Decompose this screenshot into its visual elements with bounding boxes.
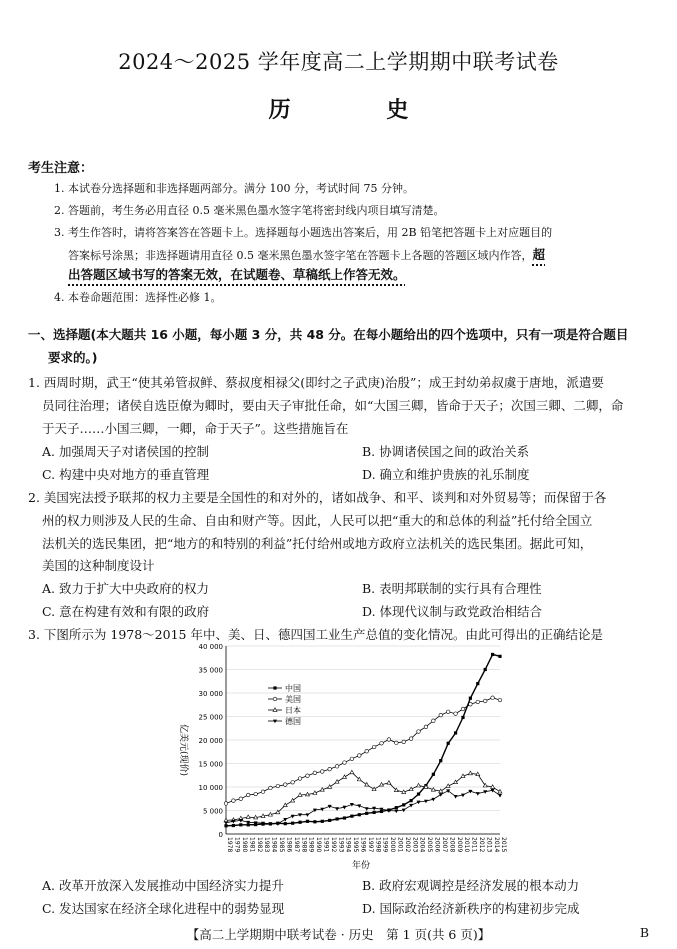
question-2-option-d: D. 体现代议制与政党政治相结合 xyxy=(362,604,543,619)
y-tick-label: 25 000 xyxy=(198,713,223,722)
point xyxy=(417,792,420,795)
point xyxy=(273,720,277,724)
series-line xyxy=(226,698,500,804)
notice-item-2: 2. 答题前，考生务必用直径 0.5 毫米黑色墨水签字笔将密封线内项目填写清楚。 xyxy=(54,204,445,217)
x-tick-label: 1999 xyxy=(381,837,389,853)
x-tick-label: 2006 xyxy=(433,837,441,853)
series-4 xyxy=(224,789,502,826)
point xyxy=(321,820,324,823)
y-tick-label: 5 000 xyxy=(202,807,223,816)
legend-entry: 德国 xyxy=(285,717,301,726)
page-footer: 【高二上学期期中联考试卷 · 历史 第 1 页(共 6 页)】 xyxy=(186,927,491,942)
y-tick-label: 30 000 xyxy=(198,690,223,698)
point xyxy=(306,774,310,778)
x-tick-label: 1981 xyxy=(248,837,256,853)
point xyxy=(273,686,276,689)
industrial-output-chart xyxy=(168,640,508,872)
point xyxy=(469,702,473,706)
point xyxy=(387,738,391,742)
question-3-line-1: 3. 下图所示为 1978～2015 年中、美、日、德四国工业生产总值的变化情况。由此可得出的正确结论是 xyxy=(28,627,603,642)
point xyxy=(343,816,346,819)
question-2-option-b: B. 表明邦联制的实行具有合理性 xyxy=(362,581,542,596)
y-tick-label: 35 000 xyxy=(198,666,223,675)
x-tick-label: 1988 xyxy=(300,837,308,853)
point xyxy=(424,725,428,729)
point xyxy=(454,795,458,799)
point xyxy=(291,798,295,802)
point xyxy=(232,799,236,803)
point xyxy=(291,781,295,785)
question-2-line-1: 2. 美国宪法授予联邦的权力主要是全国性的和对外的，诸如战争、和平、谈判和对外贸易等；而保留于各 xyxy=(28,490,607,505)
question-1-option-d: D. 确立和维护贵族的礼乐制度 xyxy=(362,467,530,482)
question-3-option-d: D. 国际政治经济新秩序的构建初步完成 xyxy=(362,901,580,916)
point xyxy=(410,799,413,802)
point xyxy=(350,815,353,818)
point xyxy=(372,787,376,791)
point xyxy=(335,780,339,784)
question-3-option-b: B. 政府宏观调控是经济发展的根本动力 xyxy=(362,878,580,893)
x-tick-label: 1998 xyxy=(374,837,382,853)
point xyxy=(469,697,472,700)
question-1-option-a: A. 加强周天子对诸侯国的控制 xyxy=(42,444,209,459)
question-1-option-b: B. 协调诸侯国之间的政治关系 xyxy=(362,444,530,459)
point xyxy=(395,806,398,809)
notice-emphasis: 出答题区域书写的答案无效，在试题卷、草稿纸上作答无效。 xyxy=(68,267,406,282)
x-tick-label: 1993 xyxy=(337,837,345,853)
point xyxy=(365,782,369,786)
notice-item-3-cont xyxy=(68,245,545,263)
point xyxy=(491,696,495,700)
point xyxy=(402,803,405,806)
point xyxy=(313,820,316,823)
x-tick-label: 1995 xyxy=(352,837,360,853)
point xyxy=(498,794,502,798)
point xyxy=(224,802,228,806)
x-tick-label: 2014 xyxy=(492,837,500,853)
point xyxy=(402,740,406,744)
y-tick-label: 10 000 xyxy=(198,784,223,792)
x-tick-label: 1980 xyxy=(241,837,249,853)
x-tick-label: 1985 xyxy=(278,837,286,853)
point xyxy=(454,780,458,784)
series-line xyxy=(226,772,500,820)
point xyxy=(328,767,332,771)
question-3-option-a: A. 改革开放深入发展推动中国经济实力提升 xyxy=(42,878,284,893)
point xyxy=(254,792,258,796)
question-2-option-c: C. 意在构建有效和有限的政府 xyxy=(42,604,210,619)
x-tick-label: 2007 xyxy=(440,837,448,853)
point xyxy=(491,653,494,656)
point xyxy=(498,790,502,794)
point xyxy=(461,716,464,719)
point xyxy=(476,700,480,704)
series-line xyxy=(226,790,500,823)
point xyxy=(246,815,250,819)
legend-entry: 中国 xyxy=(285,684,301,693)
x-tick-label: 2000 xyxy=(389,837,397,853)
legend-entry: 日本 xyxy=(285,706,301,715)
point xyxy=(446,710,450,714)
x-tick-label: 2010 xyxy=(463,837,471,853)
chart-legend xyxy=(268,683,301,726)
point xyxy=(394,810,398,814)
exam-title: 2024～2025 学年度高二上学期期中联考试卷 xyxy=(118,50,559,74)
legend-entry: 美国 xyxy=(285,695,301,704)
x-tick-label: 1986 xyxy=(285,837,293,853)
point xyxy=(373,811,376,814)
point xyxy=(276,784,280,788)
point xyxy=(350,770,354,774)
notice-item-4: 4. 本卷命题范围：选择性必修 1。 xyxy=(54,291,222,304)
point xyxy=(350,757,354,761)
point xyxy=(305,813,309,817)
point xyxy=(273,697,277,701)
x-tick-label: 1994 xyxy=(344,837,352,853)
point xyxy=(483,699,487,703)
point xyxy=(380,741,384,745)
point xyxy=(454,712,458,716)
x-tick-label: 2002 xyxy=(403,837,411,853)
point xyxy=(313,771,317,775)
point xyxy=(417,730,421,734)
x-tick-label: 2015 xyxy=(500,837,508,853)
point xyxy=(284,822,287,825)
y-tick-label: 20 000 xyxy=(198,737,223,745)
x-tick-label: 1982 xyxy=(255,837,263,853)
x-tick-label: 2013 xyxy=(485,837,493,853)
notice-emphasis-start: 超 xyxy=(532,247,545,262)
point xyxy=(454,731,457,734)
x-tick-label: 1990 xyxy=(315,837,323,853)
point xyxy=(365,749,369,753)
x-tick-label: 2001 xyxy=(396,837,404,853)
x-tick-label: 2008 xyxy=(448,837,456,853)
x-tick-label: 2005 xyxy=(426,837,434,853)
point xyxy=(291,822,294,825)
x-tick-label: 2003 xyxy=(411,837,419,853)
point xyxy=(283,783,287,787)
point xyxy=(298,777,302,781)
point xyxy=(439,713,443,717)
point xyxy=(468,771,472,775)
notice-item-1: 1. 本试卷分选择题和非选择题两部分。满分 100 分，考试时间 75 分钟。 xyxy=(54,182,414,195)
point xyxy=(328,785,332,789)
point xyxy=(232,824,235,827)
point xyxy=(447,742,450,745)
point xyxy=(269,786,273,790)
x-tick-label: 1989 xyxy=(307,837,315,853)
y-tick-label: 40 000 xyxy=(198,643,223,651)
x-tick-label: 1979 xyxy=(233,837,241,853)
x-tick-label: 2011 xyxy=(470,837,478,853)
chart-grid xyxy=(226,646,500,834)
subject-title: 历 史 xyxy=(268,98,453,123)
point xyxy=(306,820,309,823)
question-3-option-c: C. 发达国家在经济全球化进程中的弱势显现 xyxy=(42,901,285,916)
paper-version-code: B xyxy=(639,925,649,940)
x-tick-label: 2012 xyxy=(477,837,485,853)
question-2-line-2: 州的权力则涉及人民的生命、自由和财产等。因此，人民可以把“重大的和总体的利益”托付给全国立 xyxy=(42,513,593,528)
question-2-line-3: 法机关的选民集团，把“地方的和特别的利益”托付给州或地方政府立法机关的选民集团。据此可知， xyxy=(42,536,593,551)
point xyxy=(476,792,480,796)
x-tick-label: 1983 xyxy=(263,837,271,853)
point xyxy=(461,707,465,711)
question-1-line-2: 员同往治理；诸侯自选臣僚为卿时，要由天子审批任命，如“大国三卿，皆命于天子；次国三卿、二卿，命 xyxy=(42,398,624,413)
question-1-option-c: C. 构建中央对地方的垂直管理 xyxy=(42,467,210,482)
point xyxy=(498,655,501,658)
point xyxy=(335,817,338,820)
point xyxy=(239,823,242,826)
x-axis-label: 年份 xyxy=(351,861,371,871)
notice-heading: 考生注意： xyxy=(28,161,94,176)
point xyxy=(417,783,421,787)
y-tick-label: 0 xyxy=(218,831,223,839)
point xyxy=(484,668,487,671)
point xyxy=(298,821,301,824)
x-tick-label: 1984 xyxy=(270,837,278,853)
point xyxy=(273,708,277,712)
question-1-line-1: 1. 西周时期，武王“使其弟管叔鲜、蔡叔度相禄父(即纣之子武庚)治殷”；成王封幼弟叔虞于唐地，派遣要 xyxy=(28,375,604,390)
x-tick-label: 2004 xyxy=(418,837,426,853)
y-axis-label: 亿美元(现价) xyxy=(178,723,188,777)
series-2 xyxy=(224,696,502,805)
point xyxy=(395,741,399,745)
point xyxy=(342,775,346,779)
x-tick-label: 1978 xyxy=(226,837,234,853)
point xyxy=(432,773,435,776)
section-heading-cont: 要求的。) xyxy=(48,350,98,365)
point xyxy=(387,781,391,785)
point xyxy=(498,698,502,702)
x-tick-label: 1997 xyxy=(366,837,374,853)
point xyxy=(335,765,339,769)
point xyxy=(283,803,287,807)
point xyxy=(409,737,413,741)
y-tick-label: 15 000 xyxy=(198,760,223,769)
x-tick-label: 1996 xyxy=(359,837,367,853)
point xyxy=(239,797,243,801)
notice-item-3-cont-text: 答案标号涂黑；非选择题请用直径 0.5 毫米黑色墨水签字笔在答题卡上各题的答题区域内作答， xyxy=(68,249,533,262)
section-heading: 一、选择题(本大题共 16 小题，每小题 3 分，共 48 分。在每小题给出的四个选项中，只有一项是符合题目 xyxy=(28,327,629,342)
x-tick-label: 1992 xyxy=(329,837,337,853)
point xyxy=(343,761,347,765)
question-1-line-3: 于天子……小国三卿，一卿，命于天子”。这些措施旨在 xyxy=(42,421,349,436)
notice-item-3: 3. 考生作答时，请将答案答在答题卡上。选择题每小题选出答案后，用 2B 铅笔把答题卡上对应题目的 xyxy=(54,226,553,239)
point xyxy=(246,793,250,797)
question-2-line-4: 美国的这种制度设计 xyxy=(42,558,155,573)
point xyxy=(476,682,479,685)
point xyxy=(439,793,443,797)
x-tick-label: 1991 xyxy=(322,837,330,853)
point xyxy=(328,819,331,822)
point xyxy=(358,813,361,816)
point xyxy=(357,754,361,758)
point xyxy=(439,759,442,762)
point xyxy=(365,812,368,815)
question-2-option-a: A. 致力于扩大中央政府的权力 xyxy=(42,581,209,596)
point xyxy=(372,745,376,749)
x-tick-label: 2009 xyxy=(455,837,463,853)
point xyxy=(432,719,436,723)
point xyxy=(320,770,324,774)
point xyxy=(261,790,265,794)
x-tick-label: 1987 xyxy=(292,837,300,853)
